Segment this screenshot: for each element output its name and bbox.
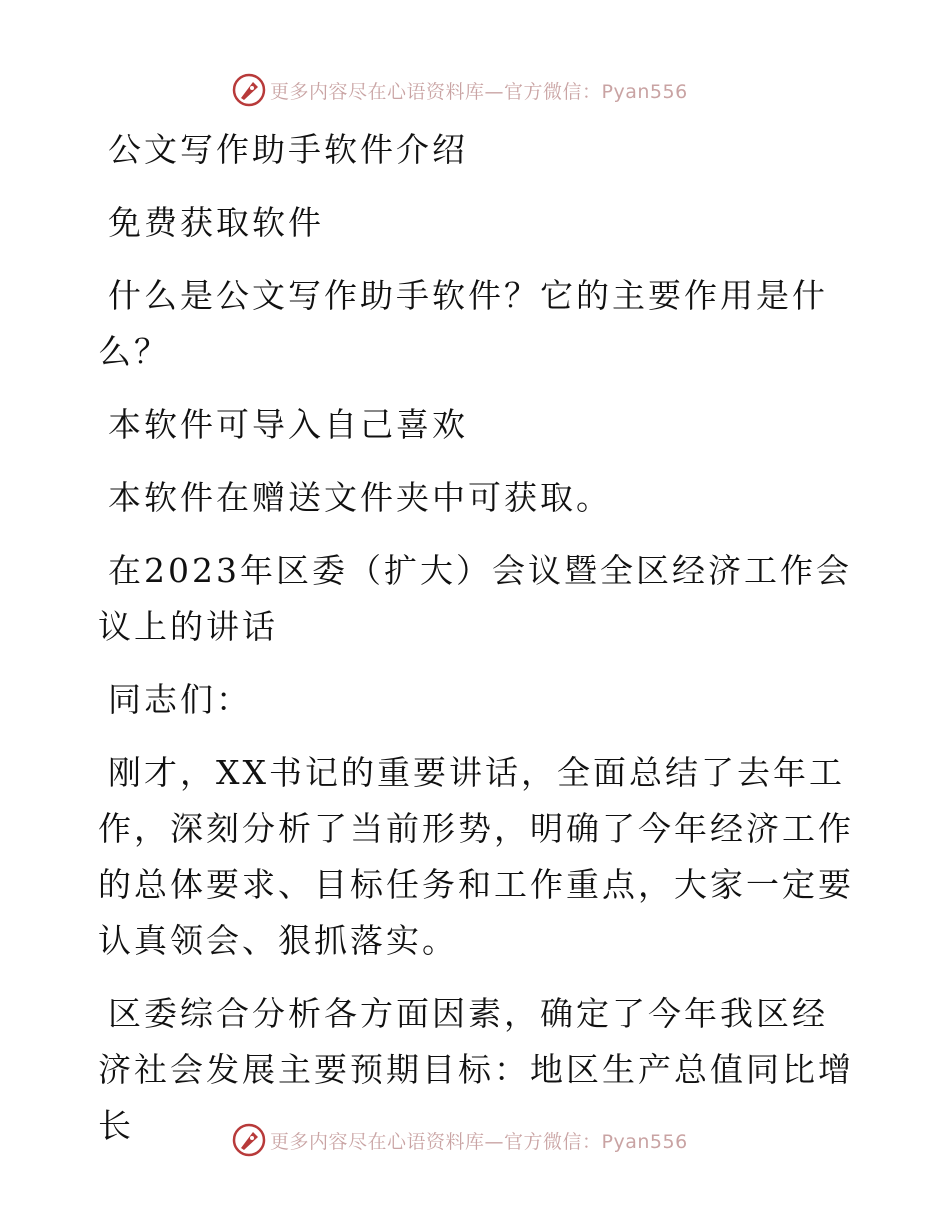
speech-title: 在2023年区委（扩大）会议暨全区经济工作会议上的讲话 <box>98 551 852 646</box>
footer-watermark <box>232 1122 688 1158</box>
watermark-text: 更多内容尽在心语资料库—官方微信：Pyan556 <box>270 80 688 103</box>
salutation: 同志们： <box>108 680 252 719</box>
pen-nib-logo-icon <box>232 73 266 107</box>
paragraph: 免费获取软件 <box>108 203 324 242</box>
paragraph: 区委综合分析各方面因素，确定了今年我区经济社会发展主要预期目标：地区生产总值同比增长 <box>98 994 854 1145</box>
header-watermark <box>232 72 688 108</box>
paragraph: 刚才，XX书记的重要讲话，全面总结了去年工作，深刻分析了当前形势，明确了今年经济工作的总体要求、目标任务和工作重点，大家一定要认真领会、狠抓落实。 <box>98 753 854 960</box>
watermark-text: 更多内容尽在心语资料库—官方微信：Pyan556 <box>270 1130 688 1153</box>
pen-nib-logo-icon <box>232 1123 266 1157</box>
paragraph: 什么是公文写作助手软件？它的主要作用是什么？ <box>98 276 828 371</box>
paragraph: 本软件在赠送文件夹中可获取。 <box>108 478 612 517</box>
paragraph: 本软件可导入自己喜欢 <box>108 405 468 444</box>
doc-title: 公文写作助手软件介绍 <box>108 130 468 169</box>
document-body <box>98 122 858 1154</box>
